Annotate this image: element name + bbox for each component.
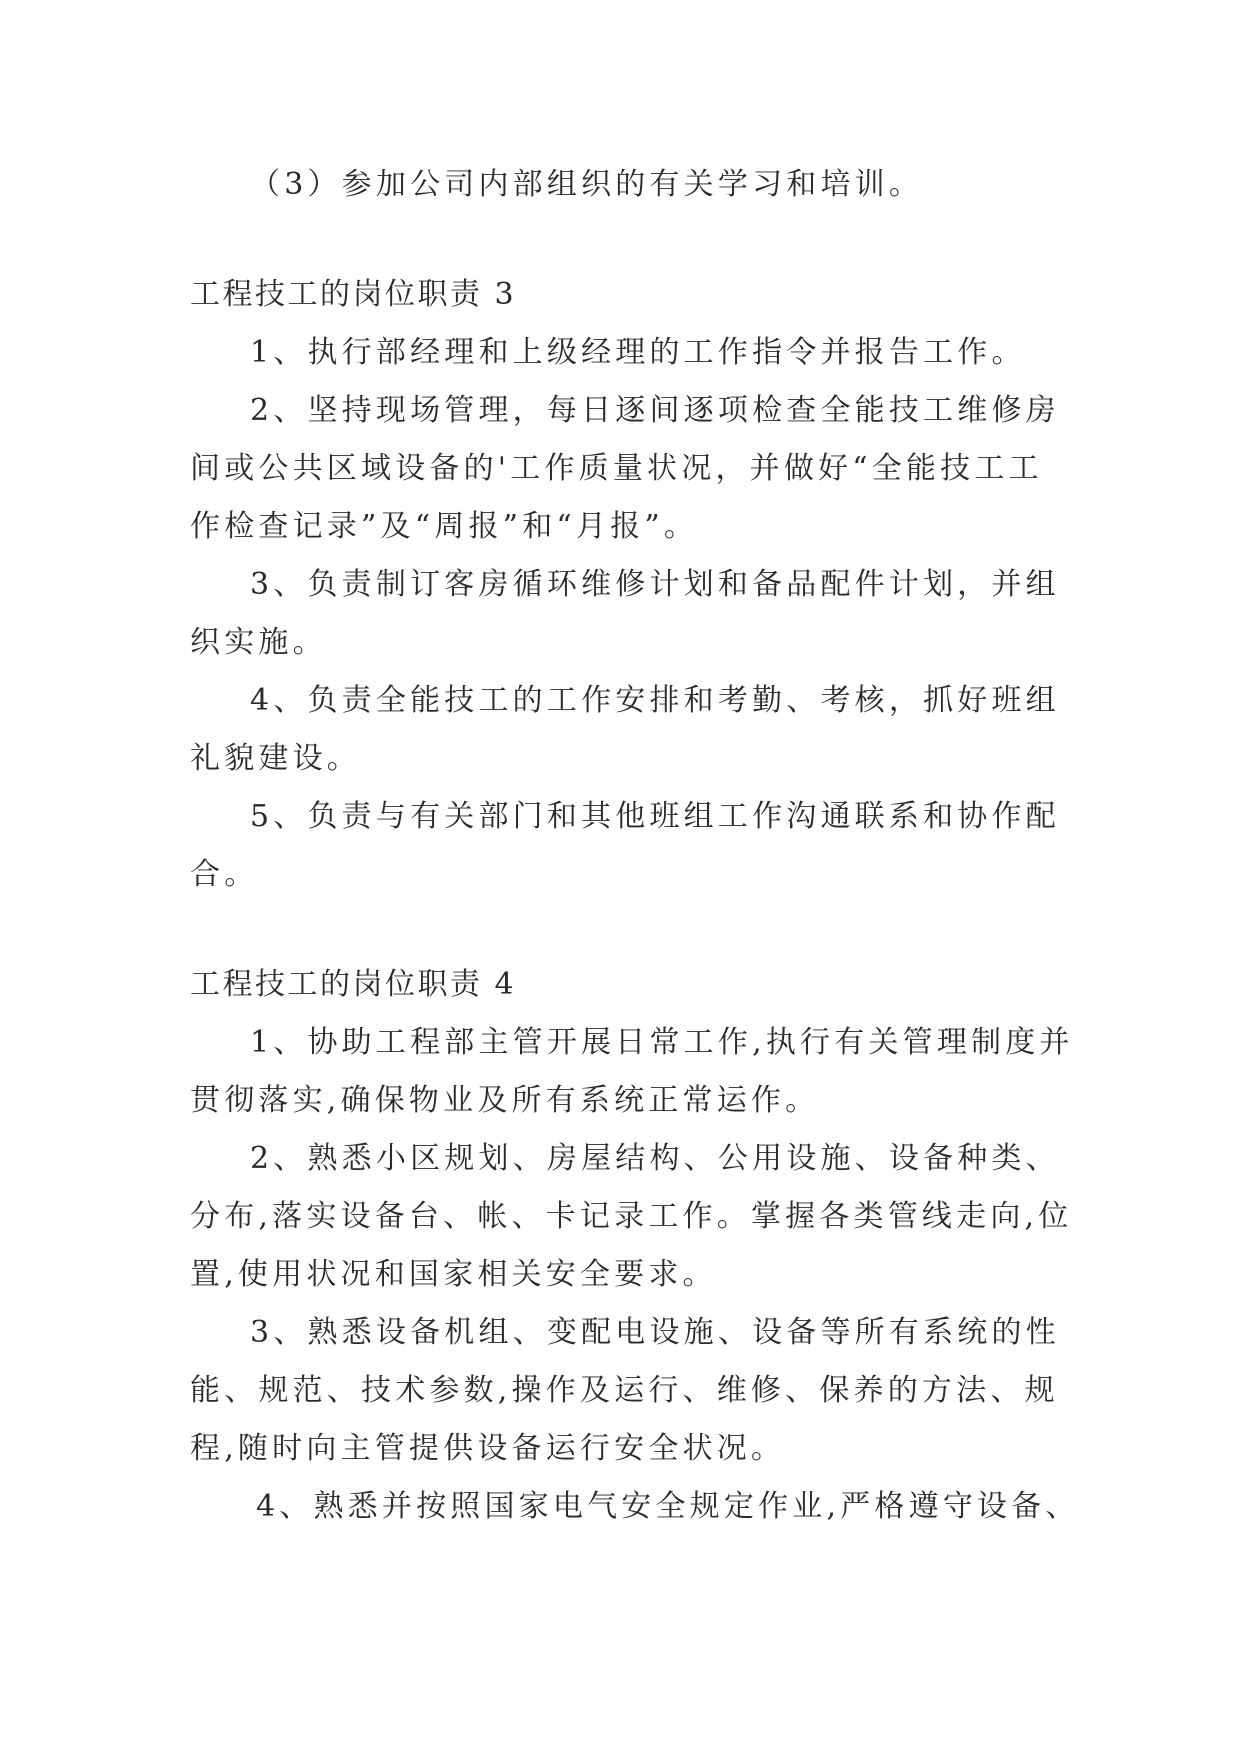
paragraph-gap	[190, 214, 1052, 266]
text-line: 能、规范、技术参数,操作及运行、维修、保养的方法、规	[190, 1373, 1059, 1408]
text-line: 作检查记录”及“周报”和“月报”。	[190, 509, 699, 544]
section-heading: 工程技工的岗位职责 4	[190, 967, 517, 1002]
paragraph-gap	[190, 904, 1052, 956]
text-line: 4、负责全能技工的工作安排和考勤、考核，抓好班组	[250, 683, 1060, 718]
text-line: 分布,落实设备台、帐、卡记录工作。掌握各类管线走向,位	[190, 1199, 1073, 1234]
text-line: 间或公共区域设备的'工作质量状况，并做好“全能技工工	[190, 451, 1043, 486]
text-line: 置,使用状况和国家相关安全要求。	[190, 1257, 717, 1292]
text-line: 4、熟悉并按照国家电气安全规定作业,严格遵守设备、	[256, 1489, 1080, 1524]
text-line: 贯彻落实,确保物业及所有系统正常运作。	[190, 1083, 820, 1118]
text-line: 5、负责与有关部门和其他班组工作沟通联系和协作配	[250, 799, 1060, 834]
text-line: 合。	[190, 857, 259, 892]
text-line: 1、执行部经理和上级经理的工作指令并报告工作。	[250, 335, 1026, 370]
text-line: （3）参加公司内部组织的有关学习和培训。	[250, 167, 924, 202]
text-line: 程,随时向主管提供设备运行安全状况。	[190, 1431, 786, 1466]
section-heading: 工程技工的岗位职责 3	[190, 277, 517, 312]
text-line: 3、负责制订客房循环维修计划和备品配件计划，并组	[250, 567, 1060, 602]
text-line: 2、熟悉小区规划、房屋结构、公用设施、设备种类、	[250, 1141, 1060, 1176]
document-body	[190, 156, 1080, 1536]
text-line: 礼貌建设。	[190, 741, 361, 776]
text-line: 1、协助工程部主管开展日常工作,执行有关管理制度并	[250, 1025, 1074, 1060]
text-line: 2、坚持现场管理，每日逐间逐项检查全能技工维修房	[250, 393, 1060, 428]
text-line: 3、熟悉设备机组、变配电设施、设备等所有系统的性	[250, 1315, 1060, 1350]
text-line: 织实施。	[190, 625, 327, 660]
